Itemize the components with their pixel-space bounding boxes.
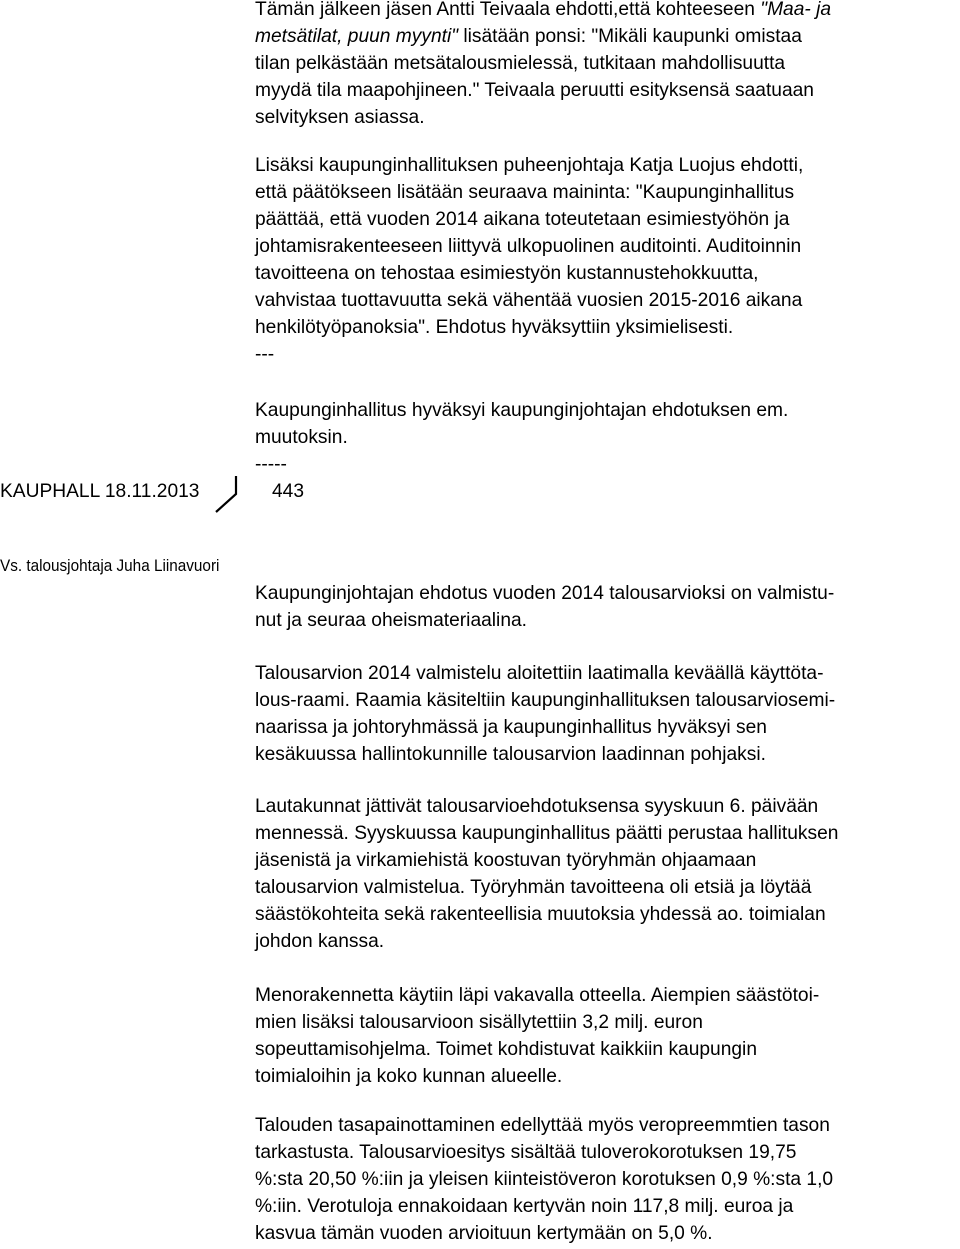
text-line: tavoitteena on tehostaa esimiestyön kustannustehokkuutta, [255,263,759,284]
text-line: %:sta 20,50 %:iin ja yleisen kiinteistöveron korotuksen 0,9 %:sta 1,0 [255,1169,834,1190]
paragraph-expenditure [255,982,960,1090]
text-line: Lautakunnat jättivät talousarvioehdotuksensa syyskuun 6. päivään [255,796,819,817]
text-line: Kaupunginjohtajan ehdotus vuoden 2014 talousarvioksi on valmistu- [255,583,835,604]
presenter-label: Vs. talousjohtaja Juha Liinavuori [0,556,220,575]
text-line: vahvistaa tuottavuutta sekä vähentää vuosien 2015-2016 aikana [255,290,803,311]
paragraph-budget-preparation [255,660,960,768]
paragraph-budget-intro [255,580,960,634]
text-line: päättää, että vuoden 2014 aikana toteutetaan esimiestyöhön ja [255,209,790,230]
text-line: kesäkuussa hallintokunnille talousarvion laadinnan pohjaksi. [255,744,766,765]
text-line: lous-raami. Raamia käsiteltiin kaupunginhallituksen talousarviosemi- [255,690,836,711]
section-number: 443 [272,481,305,502]
text-line: myydä tila maapohjineen." Teivaala peruutti esityksensä saatuaan [255,80,814,101]
text-line: Lisäksi kaupunginhallituksen puheenjohtaja Katja Luojus ehdotti, [255,155,804,176]
text-line: Menorakennetta käytiin läpi vakavalla otteella. Aiempien säästötoi- [255,985,820,1006]
text-line: nut ja seuraa oheismateriaalina. [255,610,527,631]
text-line: talousarvion valmistelua. Työryhmän tavoitteena oli etsiä ja löytää [255,877,812,898]
text-line: Kaupunginhallitus hyväksyi kaupunginjohtajan ehdotuksen em. [255,400,789,421]
text-line: tarkastusta. Talousarvioesitys sisältää tuloverokorotuksen 19,75 [255,1142,797,1163]
paragraph-decision [255,397,960,478]
meeting-label: KAUPHALL 18.11.2013 [0,481,200,502]
text-line: Talouden tasapainottaminen edellyttää myös veropreemmtien tason [255,1115,830,1136]
text-line: Tämän jälkeen jäsen Antti Teivaala ehdotti,että kohteeseen "Maa- ja [255,0,832,20]
text-line: selvityksen asiassa. [255,107,425,128]
text-line: kasvua tämän vuoden arvioituun kertymään on 5,0 %. [255,1223,713,1244]
paragraph-committees [255,793,960,955]
paragraph-teivaala-motion [255,0,960,131]
text-line: naarissa ja johtoryhmässä ja kaupunginhallitus hyväksyi sen [255,717,767,738]
text-line: toimialoihin ja koko kunnan alueelle. [255,1066,563,1087]
text-line: mennessä. Syyskuussa kaupunginhallitus päätti perustaa hallituksen [255,823,839,844]
text-line: Talousarvion 2014 valmistelu aloitettiin laatimalla keväällä käyttöta- [255,663,824,684]
text-line: että päätökseen lisätään seuraava maininta: "Kaupunginhallitus [255,182,795,203]
text-line: tilan pelkästään metsätalousmielessä, tutkitaan mahdollisuutta [255,53,786,74]
section-hook-icon [212,474,256,514]
text-line: säästökohteita sekä rakenteellisia muutoksia yhdessä ao. toimialan [255,904,826,925]
text-line: sopeuttamisohjelma. Toimet kohdistuvat kaikkiin kaupungin [255,1039,757,1060]
paragraph-luojus-proposal [255,152,960,368]
text-line: johtamisrakenteeseen liittyvä ulkopuolinen auditointi. Auditoinnin [255,236,802,257]
separator: --- [255,344,275,365]
text-line: muutoksin. [255,427,348,448]
text-line: henkilötyöpanoksia". Ehdotus hyväksyttiin yksimielisesti. [255,317,734,338]
separator: ----- [255,454,287,475]
text-line: jäsenistä ja virkamiehistä koostuvan työryhmän ohjaamaan [255,850,757,871]
text-line: %:iin. Verotuloja ennakoidaan kertyvän noin 117,8 milj. euroa ja [255,1196,794,1217]
paragraph-taxation [255,1112,960,1247]
text-line: metsätilat, puun myynti" lisätään ponsi: "Mikäli kaupunki omistaa [255,26,802,47]
text-line: johdon kanssa. [255,931,385,952]
text-line: mien lisäksi talousarvioon sisällytettiin 3,2 milj. euron [255,1012,703,1033]
